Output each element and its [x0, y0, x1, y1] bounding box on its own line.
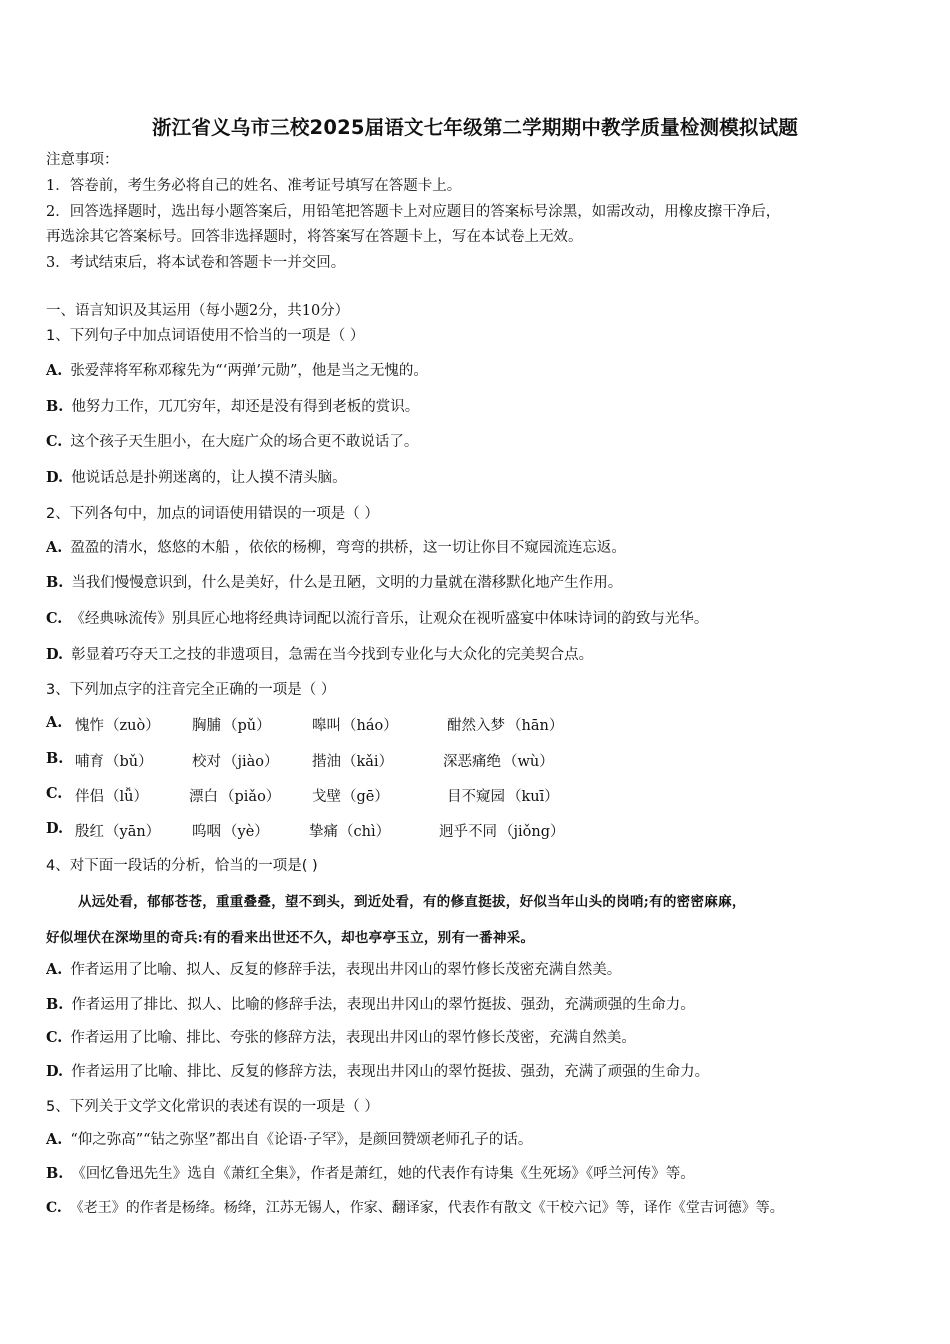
- pinyin-word: 揩油: [312, 754, 341, 770]
- option-label: D.: [46, 646, 64, 663]
- option-text: 作者运用了排比、拟人、比喻的修辞手法，表现出井冈山的翠竹挺拔、强劲，充满顽强的生命力。: [71, 997, 695, 1013]
- option-text: 彰显着巧夺天工之技的非遗项目，急需在当今找到专业化与大众化的完美契合点。: [71, 647, 594, 663]
- pinyin-reading: （jiào）: [223, 754, 279, 770]
- pinyin-word: 嗥叫: [312, 718, 341, 734]
- question-5-option-b: [46, 1164, 695, 1184]
- question-1-option-d: [46, 468, 347, 488]
- option-label: D.: [46, 1063, 64, 1080]
- option-label: C.: [46, 433, 63, 450]
- pinyin-reading: （gē）: [342, 789, 389, 805]
- pinyin-reading: （zuò）: [105, 718, 160, 734]
- pinyin-reading: （hān）: [507, 718, 564, 734]
- question-4-option-a: [46, 960, 621, 980]
- question-4-stem: 4、对下面一段话的分析，恰当的一项是( ): [46, 858, 318, 874]
- notice-item-2: 2．回答选择题时，选出每小题答案后，用铅笔把答题卡上对应题目的答案标号涂黑，如需改动，用橡皮擦干净后，: [46, 204, 781, 220]
- option-label: C.: [46, 1029, 63, 1046]
- pinyin-reading: （wù）: [503, 754, 554, 770]
- option-label: C.: [46, 1200, 62, 1216]
- question-2-option-a: [46, 538, 626, 558]
- pinyin-word: 胸脯: [192, 718, 221, 734]
- pinyin-reading: （bǔ）: [105, 754, 153, 770]
- pinyin-reading: （pǔ）: [223, 718, 271, 734]
- section-heading: 一、语言知识及其运用（每小题2分，共10分）: [46, 303, 350, 319]
- option-label: D.: [46, 820, 64, 837]
- option-label: B.: [46, 574, 64, 591]
- pinyin-word: 校对: [192, 754, 221, 770]
- pinyin-word: 殷红: [75, 824, 104, 840]
- option-text: 当我们慢慢意识到，什么是美好，什么是丑陋，文明的力量就在潜移默化地产生作用。: [71, 575, 623, 591]
- option-text: 这个孩子天生胆小，在大庭广众的场合更不敢说话了。: [70, 434, 419, 450]
- question-4-option-d: [46, 1062, 709, 1082]
- pinyin-word: 漂白: [189, 789, 218, 805]
- option-text: 盈盈的清水，悠悠的木船 ，依依的杨柳，弯弯的拱桥，这一切让你目不窥园流连忘返。: [70, 540, 626, 556]
- notice-item-1: 1．答卷前，考生务必将自己的姓名、准考证号填写在答题卡上。: [46, 178, 462, 194]
- option-label: C.: [46, 785, 63, 802]
- option-label: A.: [46, 714, 63, 731]
- pinyin-word: 哺育: [75, 754, 104, 770]
- page-title: 浙江省义乌市三校2025届语文七年级第二学期期中教学质量检测模拟试题: [151, 116, 799, 139]
- pinyin-reading: （lǚ）: [105, 789, 148, 805]
- pinyin-reading: （kǎi）: [342, 754, 394, 770]
- option-text: 作者运用了比喻、排比、夸张的修辞方法，表现出井冈山的翠竹修长茂密，充满自然美。: [70, 1030, 636, 1046]
- pinyin-reading: （yān）: [105, 824, 161, 840]
- pinyin-word: 戈壁: [312, 789, 341, 805]
- pinyin-reading: （chì）: [339, 824, 391, 840]
- question-2-option-c: [46, 609, 708, 629]
- question-5-stem: 5、下列关于文学文化常识的表述有误的一项是（ ）: [46, 1099, 379, 1115]
- question-4-passage-line-1: 从远处看，郁郁苍苍，重重叠叠，望不到头，到近处看，有的修直挺拔，好似当年山头的岗哨;有的密密麻麻，: [78, 894, 746, 910]
- question-1-option-b: [46, 397, 419, 417]
- pinyin-word: 伴侣: [75, 789, 104, 805]
- option-text: 作者运用了比喻、拟人、反复的修辞手法，表现出井冈山的翠竹修长茂密充满自然美。: [70, 962, 622, 978]
- option-text: 《回忆鲁迅先生》选自《萧红全集》，作者是萧红，她的代表作有诗集《生死场》《呼兰河传》等。: [71, 1166, 695, 1182]
- option-label: A.: [46, 362, 63, 379]
- option-text: “仰之弥高”“钻之弥坚”都出自《论语·子罕》，是颜回赞颂老师孔子的话。: [70, 1132, 533, 1148]
- option-label: B.: [46, 996, 64, 1013]
- pinyin-word: 呜咽: [192, 824, 221, 840]
- question-2-stem: 2、下列各句中，加点的词语使用错误的一项是（ ）: [46, 506, 379, 522]
- pinyin-word: 挚痛: [309, 824, 338, 840]
- notice-item-3: 3．考试结束后，将本试卷和答题卡一并交回。: [46, 255, 346, 271]
- option-text: 张爱萍将军称邓稼先为“‘两弹’元勋”，他是当之无愧的。: [70, 363, 428, 379]
- pinyin-reading: （kuī）: [507, 789, 559, 805]
- option-text: 他努力工作，兀兀穷年，却还是没有得到老板的赏识。: [71, 399, 420, 415]
- question-4-option-b: [46, 995, 695, 1015]
- option-label: B.: [46, 398, 64, 415]
- pinyin-reading: （jiǒng）: [499, 824, 565, 840]
- option-text: 《老王》的作者是杨绛。杨绛，江苏无锡人，作家、翻译家，代表作有散文《干校六记》等，译作《堂吉诃德》等。: [69, 1200, 784, 1216]
- option-text: 《经典咏流传》别具匠心地将经典诗词配以流行音乐，让观众在视听盛宴中体味诗词的韵致与光华。: [70, 611, 709, 627]
- pinyin-reading: （yè）: [223, 824, 269, 840]
- pinyin-word: 愧怍: [75, 718, 104, 734]
- notice-heading: 注意事项：: [46, 152, 119, 168]
- pinyin-word: 酣然入梦: [447, 718, 505, 734]
- option-label: A.: [46, 961, 63, 978]
- option-label: A.: [46, 1131, 63, 1148]
- pinyin-word: 目不窥园: [447, 789, 505, 805]
- option-label: B.: [46, 1165, 64, 1182]
- question-1-option-c: [46, 432, 418, 452]
- notice-item-2-cont: 再选涂其它答案标号。回答非选择题时，将答案写在答题卡上，写在本试卷上无效。: [46, 229, 583, 245]
- question-4-passage-line-2: 好似埋伏在深坳里的奇兵:有的看来出世还不久，却也亭亭玉立，别有一番神采。: [46, 930, 535, 946]
- question-3-stem: 3、下列加点字的注音完全正确的一项是（ ）: [46, 682, 336, 698]
- option-label: C.: [46, 610, 63, 627]
- pinyin-reading: （háo）: [342, 718, 398, 734]
- pinyin-word: 深恶痛绝: [443, 754, 501, 770]
- pinyin-reading: （piǎo）: [220, 789, 281, 805]
- option-text: 他说话总是扑朔迷离的，让人摸不清头脑。: [71, 470, 347, 486]
- question-4-option-c: [46, 1028, 636, 1048]
- question-5-option-a: [46, 1130, 532, 1150]
- option-label: B.: [46, 750, 64, 767]
- pinyin-word: 迥乎不同: [439, 824, 497, 840]
- option-label: A.: [46, 539, 63, 556]
- question-1-stem: 1、下列句子中加点词语使用不恰当的一项是（ ）: [46, 328, 365, 344]
- question-5-option-c: [46, 1198, 784, 1218]
- question-2-option-d: [46, 645, 593, 665]
- question-1-option-a: [46, 361, 428, 381]
- option-text: 作者运用了比喻、排比、反复的修辞方法，表现出井冈山的翠竹挺拔、强劲，充满了顽强的生命力。: [71, 1064, 710, 1080]
- option-label: D.: [46, 469, 64, 486]
- question-2-option-b: [46, 573, 622, 593]
